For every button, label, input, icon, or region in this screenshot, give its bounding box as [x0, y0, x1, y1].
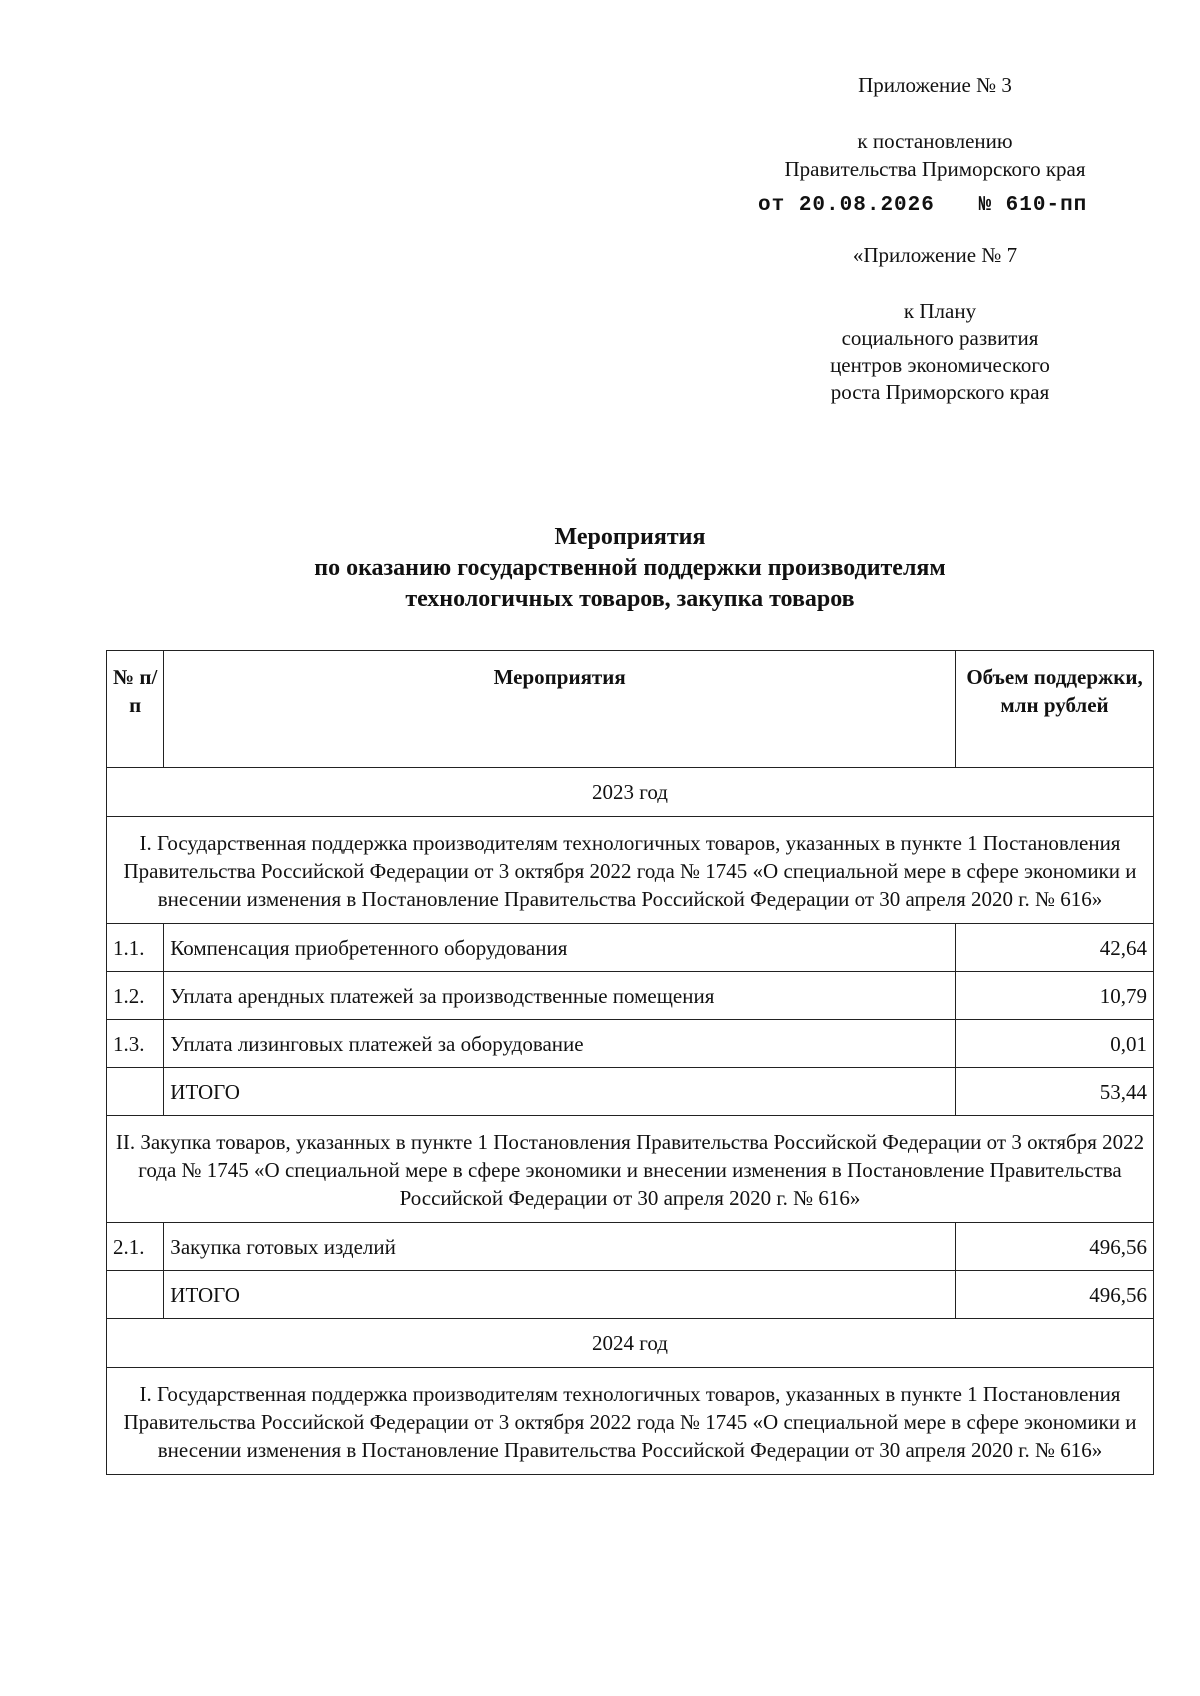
- resolution-number: № 610-пп: [978, 194, 1088, 217]
- row-name: Уплата арендных платежей за производственные помещения: [164, 972, 956, 1020]
- table-row: [107, 924, 1154, 972]
- row-name: Закупка готовых изделий: [164, 1223, 956, 1271]
- resolution-stamp: [758, 192, 1128, 219]
- appendix-to-resolution: к постановлению: [857, 129, 1013, 153]
- row-value: 53,44: [956, 1068, 1154, 1116]
- row-num: 1.1.: [107, 924, 164, 972]
- measures-table: [106, 650, 1154, 1475]
- row-value: 42,64: [956, 924, 1154, 972]
- total-row: [107, 1068, 1154, 1116]
- row-num: 1.3.: [107, 1020, 164, 1068]
- section-row: [107, 1368, 1154, 1475]
- plan-line: центров экономического: [830, 353, 1050, 377]
- total-row: [107, 1271, 1154, 1319]
- row-value: 496,56: [956, 1223, 1154, 1271]
- plan-line: роста Приморского края: [830, 380, 1050, 404]
- header-volume: Объем поддержки, млн рублей: [956, 651, 1154, 768]
- plan-reference: [770, 298, 1110, 406]
- resolution-date: 20.08.2026: [798, 194, 935, 217]
- row-name: ИТОГО: [164, 1271, 956, 1319]
- heading-line-3: технологичных товаров, закупка товаров: [405, 586, 855, 612]
- plan-line: социального развития: [841, 326, 1039, 350]
- appendix-seven: «Приложение № 7: [852, 243, 1018, 267]
- appendix-government: Правительства Приморского края: [784, 157, 1086, 181]
- year-2023: 2023 год: [107, 768, 1154, 817]
- document-heading: [0, 522, 1200, 615]
- row-value: 10,79: [956, 972, 1154, 1020]
- section-row: [107, 1116, 1154, 1223]
- row-name: Уплата лизинговых платежей за оборудование: [164, 1020, 956, 1068]
- header-num: № п/п: [107, 651, 164, 768]
- row-name: ИТОГО: [164, 1068, 956, 1116]
- date-prefix: от: [758, 194, 786, 217]
- row-num: [107, 1068, 164, 1116]
- section-2-2023: II. Закупка товаров, указанных в пункте 1 Постановления Правительства Российской Федерации от 3 октября 2022 года № 1745 «О специальной мере в сфере экономики и внесении изменения в Постановление Правительства Российской Федерации от 30 апреля 2020 г. № 616»: [107, 1116, 1154, 1223]
- table-row: [107, 1223, 1154, 1271]
- heading-line-1: Мероприятия: [554, 524, 706, 550]
- appendix-title: Приложение № 3: [858, 73, 1012, 97]
- row-value: 496,56: [956, 1271, 1154, 1319]
- row-value: 0,01: [956, 1020, 1154, 1068]
- row-num: 2.1.: [107, 1223, 164, 1271]
- row-num: 1.2.: [107, 972, 164, 1020]
- row-name: Компенсация приобретенного оборудования: [164, 924, 956, 972]
- row-num: [107, 1271, 164, 1319]
- plan-line: к Плану: [903, 299, 977, 323]
- year-row: [107, 1319, 1154, 1368]
- section-row: [107, 817, 1154, 924]
- heading-line-2: по оказанию государственной поддержки производителям: [314, 555, 946, 581]
- section-1-2023: I. Государственная поддержка производителям технологичных товаров, указанных в пункте 1 Постановления Правительства Российской Федерации от 3 октября 2022 года № 1745 «О специальной мере в сфере экономики и внесении изменения в Постановление Правительства Российской Федерации от 30 апреля 2020 г. № 616»: [107, 817, 1154, 924]
- header-name: Мероприятия: [164, 651, 956, 768]
- table-row: [107, 1020, 1154, 1068]
- section-1-2024: I. Государственная поддержка производителям технологичных товаров, указанных в пункте 1 Постановления Правительства Российской Федерации от 3 октября 2022 года № 1745 «О специальной мере в сфере экономики и внесении изменения в Постановление Правительства Российской Федерации от 30 апреля 2020 г. № 616»: [107, 1368, 1154, 1475]
- table-row: [107, 972, 1154, 1020]
- year-2024: 2024 год: [107, 1319, 1154, 1368]
- table-header-row: [107, 651, 1154, 768]
- year-row: [107, 768, 1154, 817]
